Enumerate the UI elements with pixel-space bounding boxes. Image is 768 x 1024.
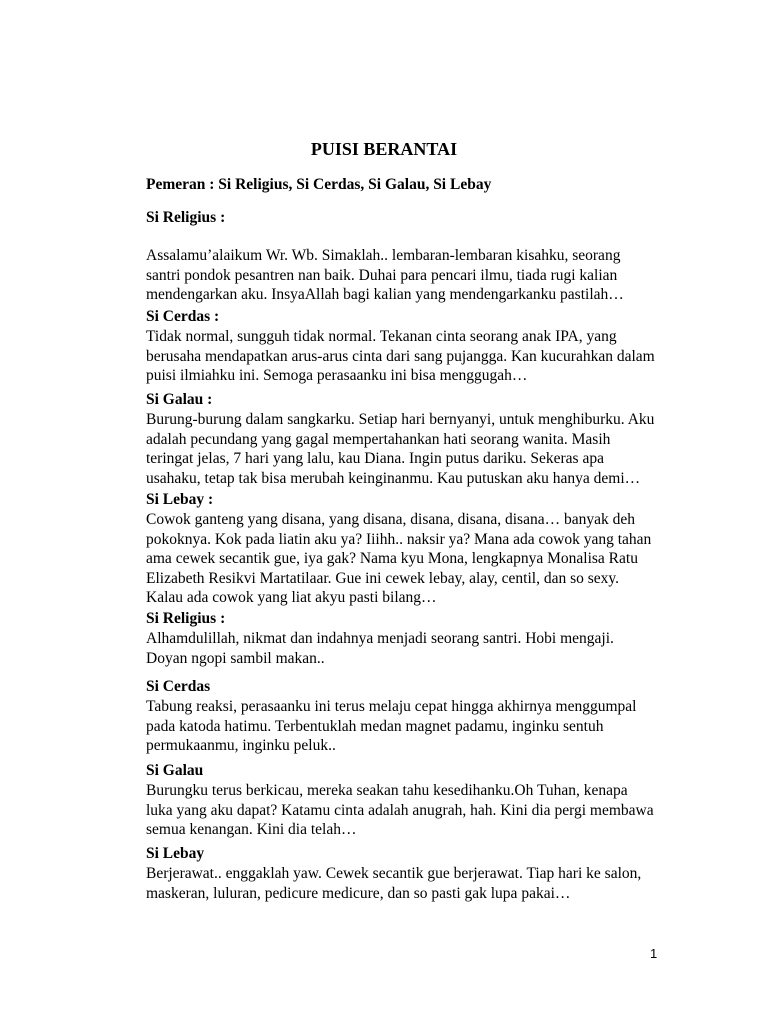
verse-line: adalah pecundang yang gagal mempertahankan hati seorang wanita. Masih — [146, 430, 611, 448]
speaker-name: Si Religius : — [146, 209, 226, 226]
verse-line: Doyan ngopi sambil makan.. — [146, 649, 325, 667]
verse-line: berusaha mendapatkan arus-arus cinta dari sang pujangga. Kan kucurahkan dalam — [146, 347, 655, 365]
verse-line: Alhamdulillah, nikmat dan indahnya menjadi seorang santri. Hobi mengaji. — [146, 630, 614, 647]
speaker-name: Si Cerdas — [146, 678, 211, 695]
speaker-name: Si Religius : — [146, 610, 226, 627]
stanza-3 — [146, 390, 666, 488]
verse-line: Berjerawat.. enggaklah yaw. Cewek secantik gue berjerawat. Tiap hari ke salon, — [146, 865, 642, 882]
verse-line: pada katoda hatimu. Terbentuklah medan magnet padamu, inginku sentuh — [146, 717, 604, 735]
page-number: 1 — [650, 946, 658, 961]
cast-line: Pemeran : Si Religius, Si Cerdas, Si Galau, Si Lebay — [146, 176, 492, 193]
verse-line: permukaanmu, inginku peluk.. — [146, 737, 336, 754]
verse-line: Cowok ganteng yang disana, yang disana, disana, disana, disana… banyak deh — [146, 511, 635, 528]
stanza-5 — [146, 609, 666, 668]
verse-line: ama cewek secantik gue, iya gak? Nama kyu Mona, lengkapnya Monalisa Ratu — [146, 550, 638, 567]
verse-line: Tidak normal, sungguh tidak normal. Tekanan cinta seorang anak IPA, yang — [146, 328, 617, 345]
verse-line: Elizabeth Resikvi Martatilaar. Gue ini cewek lebay, alay, centil, dan so sexy. — [146, 569, 620, 587]
stanza-8 — [146, 844, 666, 903]
verse-line: mendengarkan aku. InsyaAllah bagi kalian yang mendengarkanku pastilah… — [146, 286, 624, 303]
verse-line: pokoknya. Kok pada liatin aku ya? Iiihh.. naksir ya? Mana ada cowok yang tahan — [146, 530, 652, 548]
verse-line: teringat jelas, 7 hari yang lalu, kau Diana. Ingin putus dariku. Sekeras apa — [146, 450, 604, 467]
verse-line: semua kenangan. Kini dia telah… — [146, 821, 357, 838]
verse-line: Burungku terus berkicau, mereka seakan tahu kesedihanku.Oh Tuhan, kenapa — [146, 782, 628, 799]
verse-line: luka yang aku dapat? Katamu cinta adalah anugrah, hah. Kini dia pergi membawa — [146, 801, 654, 819]
verse-line: usahaku, tetap tak bisa merubah keinginanmu. Kau putuskan aku hanya demi… — [146, 469, 641, 487]
stanza-1 — [146, 208, 666, 305]
verse-line: santri pondok pesantren nan baik. Duhai para pencari ilmu, tiada rugi kalian — [146, 266, 618, 284]
stanza-7 — [146, 761, 666, 840]
speaker-name: Si Lebay : — [146, 491, 214, 508]
stanza-6 — [146, 677, 666, 756]
verse-line: Kalau ada cowok yang liat akyu pasti bilang… — [146, 589, 437, 606]
verse-line: Burung-burung dalam sangkarku. Setiap hari bernyanyi, untuk menghiburku. Aku — [146, 411, 655, 428]
verse-line: Tabung reaksi, perasaanku ini terus melaju cepat hingga akhirnya menggumpal — [146, 698, 637, 715]
speaker-name: Si Galau — [146, 762, 204, 779]
verse-line: maskeran, luluran, pedicure medicure, dan so pasti gak lupa pakai… — [146, 884, 571, 902]
verse-line: puisi ilmiahku ini. Semoga perasaanku ini bisa menggugah… — [146, 367, 528, 384]
speaker-name: Si Cerdas : — [146, 308, 220, 325]
stanza-4 — [146, 490, 666, 608]
verse-line: Assalamu’alaikum Wr. Wb. Simaklah.. lembaran-lembaran kisahku, seorang — [146, 247, 621, 264]
speaker-name: Si Galau : — [146, 391, 213, 408]
document-title: PUISI BERANTAI — [310, 139, 458, 159]
stanza-2 — [146, 307, 666, 386]
speaker-name: Si Lebay — [146, 845, 205, 862]
